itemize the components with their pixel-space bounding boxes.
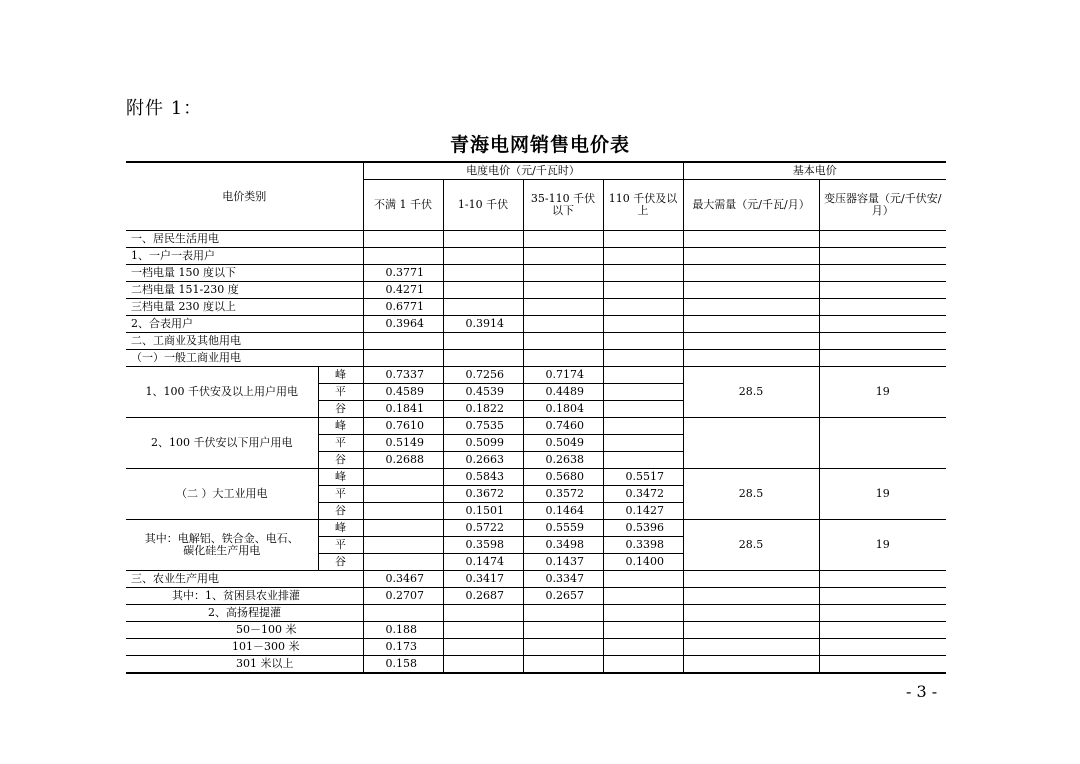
price-cell: 0.1822	[443, 401, 523, 418]
price-cell: 0.5396	[603, 520, 683, 537]
tou-period: 谷	[318, 401, 363, 418]
table-row	[126, 605, 946, 622]
row-label: 三、农业生产用电	[126, 571, 363, 588]
header-max-demand: 最大需量（元/千瓦/月）	[683, 180, 819, 231]
table-row	[126, 248, 946, 265]
price-cell: 0.3964	[363, 316, 443, 333]
tou-period: 谷	[318, 503, 363, 520]
price-cell	[363, 486, 443, 503]
price-cell	[363, 503, 443, 520]
table-row	[126, 282, 946, 299]
price-cell: 0.5049	[523, 435, 603, 452]
tou-period: 峰	[318, 520, 363, 537]
price-cell: 0.3771	[363, 265, 443, 282]
price-cell: 0.3498	[523, 537, 603, 554]
group-label: （二 ）大工业用电	[126, 469, 318, 520]
price-cell: 0.2707	[363, 588, 443, 605]
table-row	[126, 418, 946, 435]
price-cell: 0.1400	[603, 554, 683, 571]
tou-period: 峰	[318, 469, 363, 486]
row-label: 2、高扬程提灌	[126, 605, 363, 622]
price-cell	[363, 537, 443, 554]
table-row	[126, 639, 946, 656]
max-demand-price: 28.5	[683, 469, 819, 520]
tou-period: 平	[318, 537, 363, 554]
price-cell: 0.4489	[523, 384, 603, 401]
price-cell: 0.1841	[363, 401, 443, 418]
table-row	[126, 588, 946, 605]
row-label: 一、居民生活用电	[126, 231, 363, 248]
price-cell: 0.4589	[363, 384, 443, 401]
row-label: 一档电量 150 度以下	[126, 265, 363, 282]
price-cell	[603, 384, 683, 401]
price-cell: 0.3572	[523, 486, 603, 503]
tou-period: 谷	[318, 554, 363, 571]
row-label: 50－100 米	[126, 622, 363, 639]
price-cell: 0.3398	[603, 537, 683, 554]
max-demand-price: 28.5	[683, 367, 819, 418]
document-title: 青海电网销售电价表	[449, 134, 630, 156]
row-label: 其中：1、贫困县农业排灌	[126, 588, 363, 605]
group-label: 其中：电解铝、铁合金、电石、碳化硅生产用电	[126, 520, 318, 571]
table-row	[126, 333, 946, 350]
max-demand-price	[683, 418, 819, 469]
price-cell	[603, 418, 683, 435]
price-cell	[363, 469, 443, 486]
price-cell: 0.3672	[443, 486, 523, 503]
price-cell: 0.5517	[603, 469, 683, 486]
table-row	[126, 520, 946, 537]
price-cell: 0.3914	[443, 316, 523, 333]
price-cell: 0.1427	[603, 503, 683, 520]
header-voltage-2: 1-10 千伏	[443, 180, 523, 231]
price-cell	[363, 554, 443, 571]
row-label: 二档电量 151-230 度	[126, 282, 363, 299]
header-basic-price: 基本电价	[683, 162, 946, 180]
price-cell: 0.1474	[443, 554, 523, 571]
price-cell: 0.6771	[363, 299, 443, 316]
price-cell: 0.5559	[523, 520, 603, 537]
price-cell: 0.173	[363, 639, 443, 656]
price-cell: 0.2687	[443, 588, 523, 605]
price-cell: 0.3472	[603, 486, 683, 503]
tou-period: 平	[318, 435, 363, 452]
group-label: 2、100 千伏安以下用户用电	[126, 418, 318, 469]
price-cell: 0.7610	[363, 418, 443, 435]
row-label: 三档电量 230 度以上	[126, 299, 363, 316]
price-cell: 0.3417	[443, 571, 523, 588]
table-row	[126, 231, 946, 248]
price-cell: 0.5843	[443, 469, 523, 486]
row-label: 101－300 米	[126, 639, 363, 656]
price-cell: 0.5099	[443, 435, 523, 452]
price-cell: 0.7337	[363, 367, 443, 384]
table-row	[126, 622, 946, 639]
row-label: 2、合表用户	[126, 316, 363, 333]
price-cell: 0.158	[363, 656, 443, 674]
price-cell: 0.5149	[363, 435, 443, 452]
price-cell: 0.7256	[443, 367, 523, 384]
row-label: （一）一般工商业用电	[126, 350, 363, 367]
price-cell: 0.5722	[443, 520, 523, 537]
tou-period: 平	[318, 384, 363, 401]
price-cell: 0.2663	[443, 452, 523, 469]
tou-period: 谷	[318, 452, 363, 469]
header-voltage-4: 110 千伏及以上	[603, 180, 683, 231]
tou-period: 平	[318, 486, 363, 503]
table-row	[126, 367, 946, 384]
price-cell: 0.5680	[523, 469, 603, 486]
header-voltage-3: 35-110 千伏以下	[523, 180, 603, 231]
price-cell: 0.1804	[523, 401, 603, 418]
row-label: 二、工商业及其他用电	[126, 333, 363, 350]
price-cell: 0.4271	[363, 282, 443, 299]
table-row	[126, 265, 946, 282]
header-category: 电价类别	[126, 162, 363, 231]
price-cell: 0.4539	[443, 384, 523, 401]
price-cell: 0.1464	[523, 503, 603, 520]
price-cell: 0.2688	[363, 452, 443, 469]
price-cell: 0.3598	[443, 537, 523, 554]
transformer-price: 19	[819, 367, 946, 418]
price-cell	[603, 367, 683, 384]
price-cell: 0.2657	[523, 588, 603, 605]
price-cell: 0.3467	[363, 571, 443, 588]
price-cell: 0.7174	[523, 367, 603, 384]
price-cell: 0.3347	[523, 571, 603, 588]
group-label: 1、100 千伏安及以上用户用电	[126, 367, 318, 418]
table-row	[126, 656, 946, 674]
price-cell	[603, 435, 683, 452]
row-label: 301 米以上	[126, 656, 363, 674]
max-demand-price: 28.5	[683, 520, 819, 571]
tou-period: 峰	[318, 367, 363, 384]
transformer-price: 19	[819, 469, 946, 520]
price-cell: 0.7460	[523, 418, 603, 435]
table-row	[126, 571, 946, 588]
header-energy-price: 电度电价（元/千瓦时）	[363, 162, 683, 180]
price-cell: 0.1437	[523, 554, 603, 571]
attachment-label: 附件 1：	[126, 98, 203, 119]
table-row	[126, 469, 946, 486]
tou-period: 峰	[318, 418, 363, 435]
row-label: 1、一户一表用户	[126, 248, 363, 265]
price-cell	[603, 401, 683, 418]
table-row	[126, 316, 946, 333]
header-voltage-1: 不满 1 千伏	[363, 180, 443, 231]
price-cell: 0.188	[363, 622, 443, 639]
header-transformer: 变压器容量（元/千伏安/月）	[819, 180, 946, 231]
table-row	[126, 350, 946, 367]
price-cell: 0.2638	[523, 452, 603, 469]
table-row	[126, 299, 946, 316]
transformer-price: 19	[819, 520, 946, 571]
transformer-price	[819, 418, 946, 469]
price-cell: 0.1501	[443, 503, 523, 520]
header-row	[126, 162, 946, 180]
price-table	[126, 161, 946, 674]
page-number: - 3 -	[906, 682, 938, 701]
price-cell: 0.7535	[443, 418, 523, 435]
price-cell	[363, 520, 443, 537]
price-cell	[603, 452, 683, 469]
